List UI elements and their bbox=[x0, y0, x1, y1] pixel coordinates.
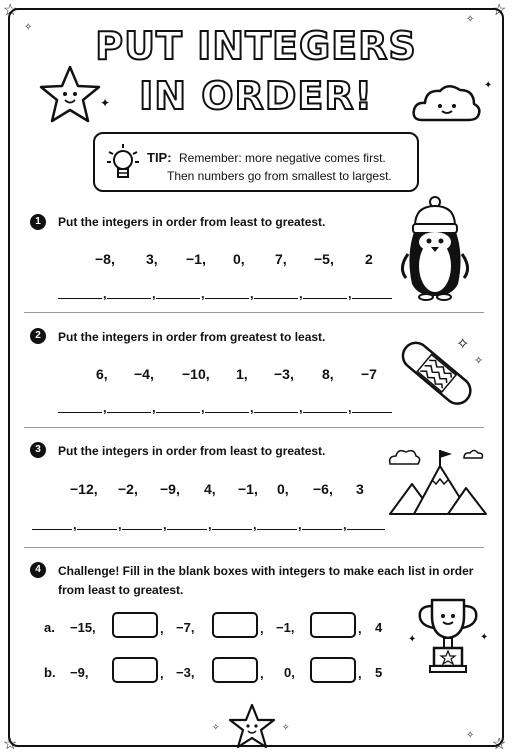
section-divider bbox=[24, 312, 484, 313]
answer-blank[interactable] bbox=[107, 288, 151, 299]
integer-value: 4, bbox=[204, 481, 216, 497]
sparkle-icon: ✧ bbox=[474, 355, 484, 367]
integer-value: 3, bbox=[146, 251, 158, 267]
integer-value: −9, bbox=[70, 665, 89, 680]
question-number: 1 bbox=[30, 214, 46, 230]
tip-text-line-1: Remember: more negative comes first. bbox=[179, 151, 386, 165]
penguin-icon bbox=[398, 196, 472, 302]
answer-blank[interactable] bbox=[303, 402, 347, 413]
answer-blank[interactable] bbox=[347, 519, 385, 530]
integer-value: −4, bbox=[134, 366, 154, 382]
question-number: 2 bbox=[30, 328, 46, 344]
integer-value: −6, bbox=[313, 481, 333, 497]
answer-blank[interactable] bbox=[302, 519, 342, 530]
integer-value: −12, bbox=[70, 481, 98, 497]
integer-value: 8, bbox=[322, 366, 334, 382]
sparkle-icon: ✧ bbox=[24, 22, 33, 33]
integer-value: 0, bbox=[284, 665, 295, 680]
question-4-text-line-2: from least to greatest. bbox=[58, 583, 184, 597]
mountain-flag-icon bbox=[386, 444, 490, 518]
answer-box[interactable] bbox=[310, 612, 356, 638]
answer-box[interactable] bbox=[212, 612, 258, 638]
answer-blank[interactable] bbox=[156, 402, 200, 413]
sparkle-icon: ✧ bbox=[466, 730, 475, 741]
smiling-star-icon bbox=[226, 702, 278, 752]
integer-value: −3, bbox=[176, 665, 195, 680]
integer-value: −2, bbox=[118, 481, 138, 497]
integer-value: 4 bbox=[375, 620, 383, 635]
integer-value: −7 bbox=[361, 366, 377, 382]
integer-value: −1, bbox=[186, 251, 206, 267]
title-line-1: PUT INTEGERS bbox=[95, 24, 417, 68]
integer-value: 0, bbox=[277, 481, 289, 497]
bandage-icon bbox=[392, 330, 488, 416]
answer-blank[interactable] bbox=[212, 519, 252, 530]
integer-value: 3 bbox=[356, 481, 364, 497]
answer-blank[interactable] bbox=[254, 402, 298, 413]
question-number: 3 bbox=[30, 442, 46, 458]
answer-box[interactable] bbox=[112, 657, 158, 683]
integer-value: −8, bbox=[95, 251, 115, 267]
answer-blank[interactable] bbox=[58, 288, 102, 299]
sparkle-icon: ✧ bbox=[282, 722, 290, 732]
title-line-2: IN ORDER! bbox=[139, 74, 373, 118]
sparkle-icon: ✦ bbox=[480, 632, 489, 643]
tip-box bbox=[93, 132, 419, 192]
answer-blank[interactable] bbox=[205, 288, 249, 299]
answer-blank[interactable] bbox=[167, 519, 207, 530]
question-3-text: Put the integers in order from least to greatest. bbox=[58, 444, 326, 458]
question-4-text-line-1: Challenge! Fill in the blank boxes with integers to make each list in order bbox=[58, 564, 474, 578]
answer-blank[interactable] bbox=[77, 519, 117, 530]
answer-blank[interactable] bbox=[122, 519, 162, 530]
integer-value: 5 bbox=[375, 665, 383, 680]
answer-blank[interactable] bbox=[254, 288, 298, 299]
integer-value: 0, bbox=[233, 251, 245, 267]
answer-blank[interactable] bbox=[352, 288, 392, 299]
integer-value: −1, bbox=[238, 481, 258, 497]
question-1-text: Put the integers in order from least to greatest. bbox=[58, 215, 326, 229]
answer-box[interactable] bbox=[310, 657, 356, 683]
star-icon: ☆ bbox=[492, 2, 507, 19]
integer-value: 6, bbox=[96, 366, 108, 382]
integer-value: −10, bbox=[182, 366, 210, 382]
sparkle-icon: ✧ bbox=[212, 722, 220, 732]
answer-box[interactable] bbox=[212, 657, 258, 683]
integer-value: −3, bbox=[274, 366, 294, 382]
worksheet-page: ☆ ☆ ☆ ☆ ✧ ✧ ✧ PUT INTEGERS IN ORDER! ✦ ✦ TIP: Remember: more negative comes first. Then numbers go from smallest to largest. 1 Put the integers in order from least to greatest. −8, 3, −1, 0, 7, −5, 2 , , , , , , 2 Put the integers in order from greatest to least. 6, −4, −10, 1, −3, 8, −7 , , , , , , ✧ ✧ 3 Put the integers in order from least to greatest. −12, −2, −9, 4, −1, 0, −6, 3 , , , , , , , 4 Challenge! Fill in the blank boxes with integers to make each list in order from least to greatest. a. −15, , −7, , −1, , 4 b. −9, , −3, , 0, , 5 ✦ ✦ ✧ ✧ bbox=[0, 0, 512, 755]
answer-blank[interactable] bbox=[352, 402, 392, 413]
answer-blank[interactable] bbox=[156, 288, 200, 299]
smiling-cloud-icon bbox=[410, 80, 484, 124]
row-label: b. bbox=[44, 665, 56, 680]
section-divider bbox=[24, 427, 484, 428]
star-icon: ☆ bbox=[3, 736, 18, 753]
integer-value: 2 bbox=[365, 251, 373, 267]
integer-value: −1, bbox=[276, 620, 295, 635]
question-3-answer-blanks: , , , , , , , bbox=[32, 519, 392, 531]
sparkle-icon: ✦ bbox=[484, 80, 493, 91]
answer-blank[interactable] bbox=[107, 402, 151, 413]
integer-value: −5, bbox=[314, 251, 334, 267]
integer-value: −15, bbox=[70, 620, 96, 635]
sparkle-icon: ✦ bbox=[100, 96, 111, 110]
integer-value: −9, bbox=[160, 481, 180, 497]
answer-blank[interactable] bbox=[58, 402, 102, 413]
sparkle-icon: ✧ bbox=[466, 14, 475, 25]
integer-value: 7, bbox=[275, 251, 287, 267]
integer-value: 1, bbox=[236, 366, 248, 382]
answer-blank[interactable] bbox=[257, 519, 297, 530]
tip-text-line-2: Then numbers go from smallest to largest. bbox=[167, 169, 392, 183]
row-label: a. bbox=[44, 620, 55, 635]
answer-box[interactable] bbox=[112, 612, 158, 638]
lightbulb-icon bbox=[105, 142, 141, 186]
question-2-answer-blanks: , , , , , , bbox=[58, 402, 398, 414]
section-divider bbox=[24, 547, 484, 548]
question-number: 4 bbox=[30, 562, 46, 578]
sparkle-icon: ✧ bbox=[456, 336, 470, 353]
question-2-text: Put the integers in order from greatest to least. bbox=[58, 330, 326, 344]
smiling-star-icon bbox=[38, 64, 102, 126]
integer-value: −7, bbox=[176, 620, 195, 635]
sparkle-icon: ✦ bbox=[408, 634, 417, 645]
trophy-icon bbox=[410, 594, 489, 674]
tip-label: TIP: bbox=[147, 150, 172, 165]
answer-blank[interactable] bbox=[303, 288, 347, 299]
star-icon: ☆ bbox=[3, 2, 18, 19]
answer-blank[interactable] bbox=[32, 519, 72, 530]
star-icon: ☆ bbox=[492, 736, 507, 753]
answer-blank[interactable] bbox=[205, 402, 249, 413]
question-1-answer-blanks: , , , , , , bbox=[58, 288, 398, 300]
